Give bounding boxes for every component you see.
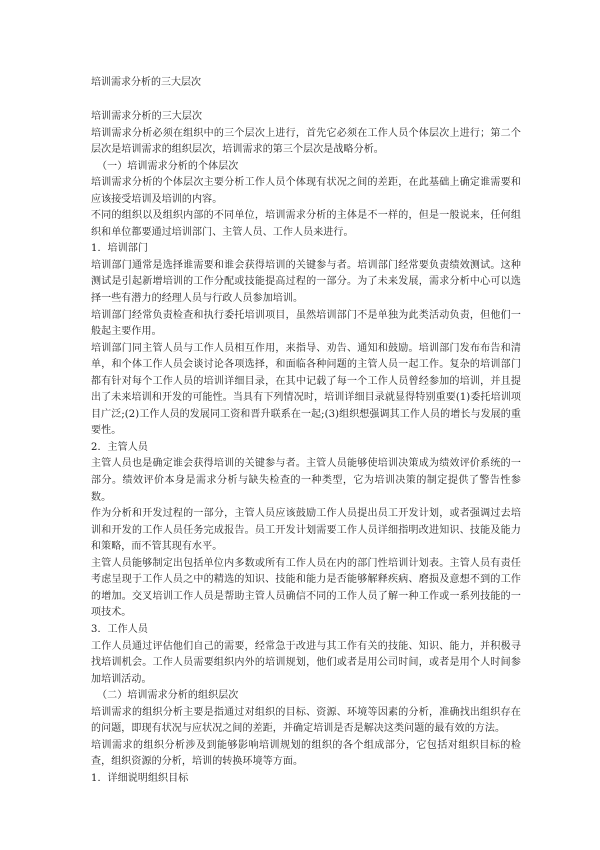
paragraph: 培训需求分析的个体层次主要分析工作人员个体现有状况之间的差距，在此基础上确定谁需要和应该接受培训及培训的内容。 bbox=[91, 177, 521, 205]
paragraph: 主管人员能够制定出包括单位内多数或所有工作人员在内的部门性培训计划表。主管人员有责任考虑呈现于工作人员之中的精选的知识、技能和能力是否能够解释疾病、磨损及意想不到的工作的增加。交叉培训工作人员是帮助主管人员确信不同的工作人员了解一种工作或一系列技能的一项技术。 bbox=[91, 557, 521, 619]
document-body bbox=[91, 109, 521, 787]
numbered-heading: 1．培训部门 bbox=[91, 243, 148, 255]
document-title: 培训需求分析的三大层次 bbox=[91, 77, 201, 88]
paragraph: 培训需求的组织分析主要是指通过对组织的目标、资源、环境等因素的分析，准确找出组织存在的问题，即现有状况与应状况之间的差距，并确定培训是否是解决这类问题的最有效的方法。 bbox=[91, 706, 521, 735]
subsection-heading: （一）培训需求分析的个体层次 bbox=[97, 160, 239, 172]
paragraph: 作为分析和开发过程的一部分，主管人员应该鼓励工作人员提出员工开发计划，或者强调过去培训和开发的工作人员任务完成报告。员工开发计划需要工作人员详细指明改进知识、技能及能力和策略，而不管其现有水平。 bbox=[91, 508, 521, 553]
paragraph: 培训部门同主管人员与工作人员相互作用，来指导、劝告、通知和鼓励。培训部门发布布告和清单，和个体工作人员会谈讨论各项选择，和面临各种问题的主管人员一起工作。复杂的培训部门都有针对每个工作人员的培训详细目录，在其中记载了每一个工作人员曾经参加的培训，并且提出了未来培训和开发的可能性。当具有下列情况时，培训详细目录就显得特别重要(1)委托培训项目广泛;(2)工作人员的发展同工资和晋升联系在一起;(3)组织想强调其工作人员的增长与发展的重要性。 bbox=[91, 342, 521, 437]
paragraph: 培训部门经常负责检查和执行委托培训项目，虽然培训部门不是单独为此类活动负责，但他们一般起主要作用。 bbox=[91, 309, 521, 338]
numbered-heading: 3．工作人员 bbox=[91, 623, 148, 635]
numbered-heading: 1．详细说明组织目标 bbox=[91, 772, 189, 784]
subsection-heading: （二）培训需求分析的组织层次 bbox=[97, 690, 239, 702]
paragraph: 培训部门通常是选择谁需要和谁会获得培训的关键参与者。培训部门经常要负责绩效测试。这种测试是引起新增培训的工作分配或技能提高过程的一部分。为了未来发展，需求分析中心可以选择一些有潜力的经理人员与行政人员参加培训。 bbox=[91, 259, 521, 305]
paragraph: 工作人员通过评估他们自己的需要，经常急于改进与其工作有关的技能、知识、能力，并积极寻找培训机会。工作人员需要组织内外的培训规划，他们或者是用公司时间，或者是用个人时间参加培训活动。 bbox=[91, 640, 521, 685]
paragraph: 主管人员也是确定谁会获得培训的关键参与者。主管人员能够使培训决策成为绩效评价系统的一部分。绩效评价本身是需求分析与缺失检查的一种类型，它为培训决策的制定提供了警告性参数。 bbox=[91, 458, 521, 503]
paragraph: 培训需求分析必须在组织中的三个层次上进行，首先它必须在工作人员个体层次上进行；第二个层次是培训需求的组织层次，培训需求的第三个层次是战略分析。 bbox=[91, 127, 521, 156]
section-heading: 培训需求分析的三大层次 bbox=[91, 111, 203, 122]
paragraph: 培训需求的组织分析涉及到能够影响培训规划的组织的各个组成部分，它包括对组织目标的检查，组织资源的分析，培训的转换环境等方面。 bbox=[91, 739, 521, 768]
paragraph: 不同的组织以及组织内部的不同单位，培训需求分析的主体是不一样的，但是一般说来，任何组织和单位都要通过培训部门、主管人员、工作人员来进行。 bbox=[91, 210, 521, 238]
numbered-heading: 2．主管人员 bbox=[91, 441, 148, 453]
